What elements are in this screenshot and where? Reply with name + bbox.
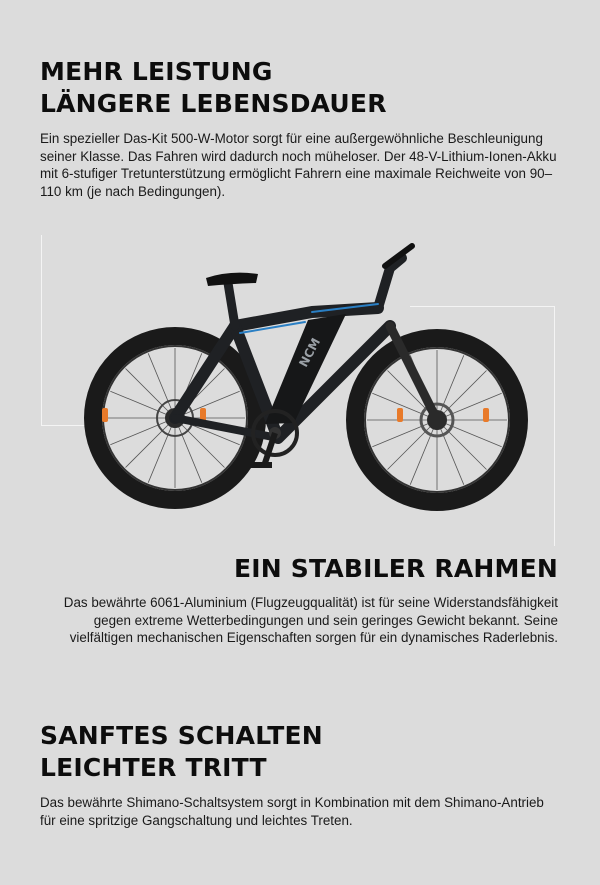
text-more-power: Ein spezieller Das-Kit 500-W-Motor sorgt für eine außergewöhnliche Beschleunigung seiner Klasse. Das Fahren wird dadurch noch müheloser. Der 48-V-Lithium-Ionen-Akku mit 6-stufiger Tretunterstützung ermöglicht Fahrern eine maximale Reichweite von 90–110 km (je nach Bedingungen). xyxy=(40,131,557,199)
heading-line-2: LÄNGERE LEBENSDAUER xyxy=(40,89,387,118)
wheel-spoke xyxy=(126,418,175,467)
wheel-spoke xyxy=(388,420,437,469)
front-reflector xyxy=(483,408,489,422)
heading-more-power xyxy=(40,56,560,120)
wheel-spoke xyxy=(437,420,486,469)
heading-line-1: SANFTES SCHALTEN xyxy=(40,721,323,750)
wheel-spoke xyxy=(437,371,486,420)
heading-smooth-shifting xyxy=(40,720,560,784)
brand-logo: NCM xyxy=(296,335,324,370)
section-smooth-shifting xyxy=(40,720,560,829)
wheel-spoke xyxy=(126,369,175,418)
heading-line-2: LEICHTER TRITT xyxy=(40,753,267,782)
text-smooth-shifting: Das bewährte Shimano-Schaltsystem sorgt in Kombination mit dem Shimano-Antrieb für eine spritzige Gangschaltung und leichtes Treten. xyxy=(40,795,544,828)
callout-line xyxy=(41,235,43,425)
rear-reflector xyxy=(102,408,108,422)
text-stable-frame: Das bewährte 6061-Aluminium (Flugzeugqualität) ist für seine Widerstandsfähigkeit gegen extreme Wetterbedingungen und sein geringes Gewicht bekannt. Seine vielfältigen mechanischen Eigenschaften sorgen für ein dynamisches Raderlebnis. xyxy=(63,595,558,646)
heading-line-1: MEHR LEISTUNG xyxy=(40,57,273,86)
saddle xyxy=(206,273,258,286)
ebike-image xyxy=(60,228,540,528)
section-more-power xyxy=(40,56,560,200)
front-reflector xyxy=(397,408,403,422)
callout-line xyxy=(554,306,556,546)
heading-stable-frame: EIN STABILER RAHMEN xyxy=(234,554,558,583)
section-stable-frame xyxy=(38,553,558,647)
